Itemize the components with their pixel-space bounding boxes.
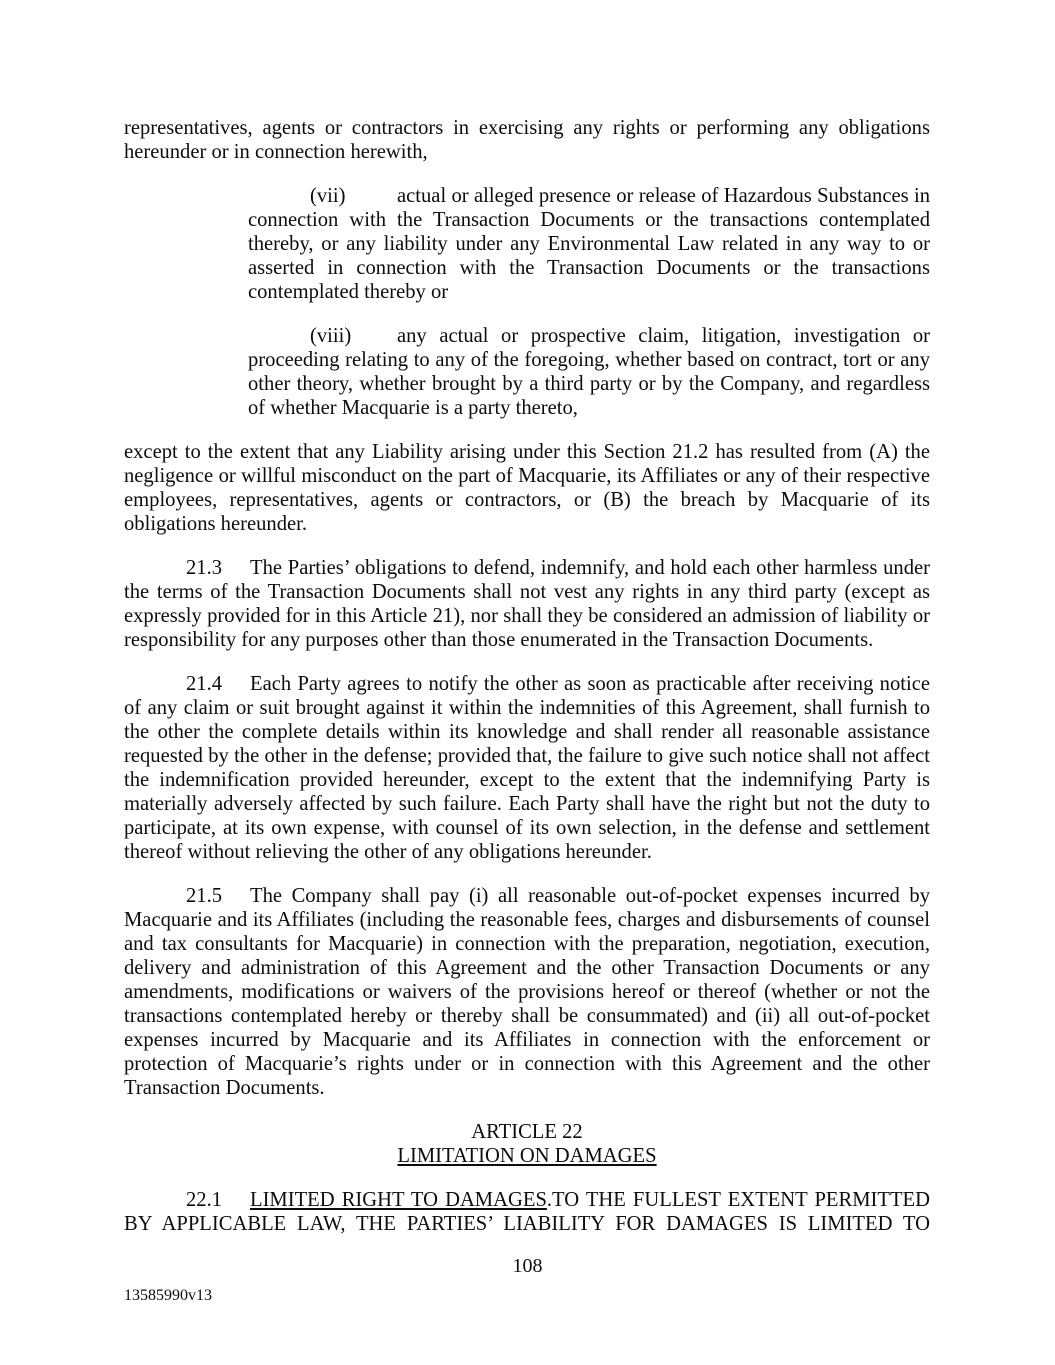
section-22-1-text: .TO THE FULLEST EXTENT PERMITTED BY APPLICABLE LAW, THE PARTIES’ LIABILITY FOR DAMAGES IS LIMITED TO bbox=[124, 1189, 930, 1235]
section-21-4-number: 21.4 bbox=[186, 673, 223, 695]
article-heading-title: LIMITATION ON DAMAGES bbox=[397, 1145, 657, 1167]
section-22-1-number: 22.1 bbox=[186, 1189, 223, 1211]
article-heading-number: ARTICLE 22 bbox=[471, 1121, 583, 1143]
clause-vii bbox=[248, 184, 930, 304]
section-21-4-text: Each Party agrees to notify the other as soon as practicable after receiving notice of any claim or suit brought against it within the indemnities of this Agreement, shall furnish to the other the complete details within its knowledge and shall render all reasonable assistance requested by the other in the defense; provided that, the failure to give such notice shall not affect the indemnification provided hereunder, except to the extent that the indemnifying Party is materially adversely affected by such failure. Each Party shall have the right but not the duty to participate, at its own expense, with counsel of its own selection, in the defense and settlement thereof without relieving the other of any obligations hereunder. bbox=[124, 673, 930, 863]
article-heading bbox=[124, 1120, 930, 1168]
section-21-3 bbox=[124, 556, 930, 652]
section-22-1-title: LIMITED RIGHT TO DAMAGES bbox=[250, 1189, 547, 1211]
clause-viii bbox=[248, 324, 930, 420]
section-21-5 bbox=[124, 884, 930, 1100]
section-21-5-text: The Company shall pay (i) all reasonable out-of-pocket expenses incurred by Macquarie and its Affiliates (including the reasonable fees, charges and disbursements of counsel and tax consultants for Macquarie) in connection with the preparation, negotiation, execution, delivery and administration of this Agreement and the other Transaction Documents or any amendments, modifications or waivers of the provisions hereof or thereof (whether or not the transactions contemplated hereby or thereby shall be consummated) and (ii) all out-of-pocket expenses incurred by Macquarie and its Affiliates in connection with the enforcement or protection of Macquarie’s rights under or in connection with this Agreement and the other Transaction Documents. bbox=[124, 885, 930, 1099]
paragraph-except: except to the extent that any Liability arising under this Section 21.2 has resulted from (A) the negligence or willful misconduct on the part of Macquarie, its Affiliates or any of their respective employees, representatives, agents or contractors, or (B) the breach by Macquarie of its obligations hereunder. bbox=[124, 441, 930, 535]
section-22-1 bbox=[124, 1188, 930, 1236]
section-21-3-text: The Parties’ obligations to defend, indemnify, and hold each other harmless under the terms of the Transaction Documents shall not vest any rights in any third party (except as expressly provided for in this Article 21), nor shall they be considered an admission of liability or responsibility for any purposes other than those enumerated in the Transaction Documents. bbox=[124, 557, 930, 651]
clause-viii-text: any actual or prospective claim, litigation, investigation or proceeding relating to any of the foregoing, whether based on contract, tort or any other theory, whether brought by a third party or by the Company, and regardless of whether Macquarie is a party thereto, bbox=[248, 325, 930, 419]
paragraph-continuation: representatives, agents or contractors in exercising any rights or performing any obligations hereunder or in connection herewith, bbox=[124, 117, 930, 163]
clause-viii-label: (viii) bbox=[310, 325, 352, 347]
clause-vii-text: actual or alleged presence or release of Hazardous Substances in connection with the Transaction Documents or the transactions contemplated thereby, or any liability under any Environmental Law related in any way to or asserted in connection with the Transaction Documents or the transactions contemplated thereby or bbox=[248, 185, 930, 303]
document-id-footer: 13585990v13 bbox=[124, 1287, 212, 1304]
section-21-3-number: 21.3 bbox=[186, 557, 223, 579]
clause-vii-label: (vii) bbox=[310, 185, 346, 207]
section-21-4 bbox=[124, 672, 930, 864]
page-number: 108 bbox=[512, 1255, 543, 1277]
section-21-5-number: 21.5 bbox=[186, 885, 223, 907]
